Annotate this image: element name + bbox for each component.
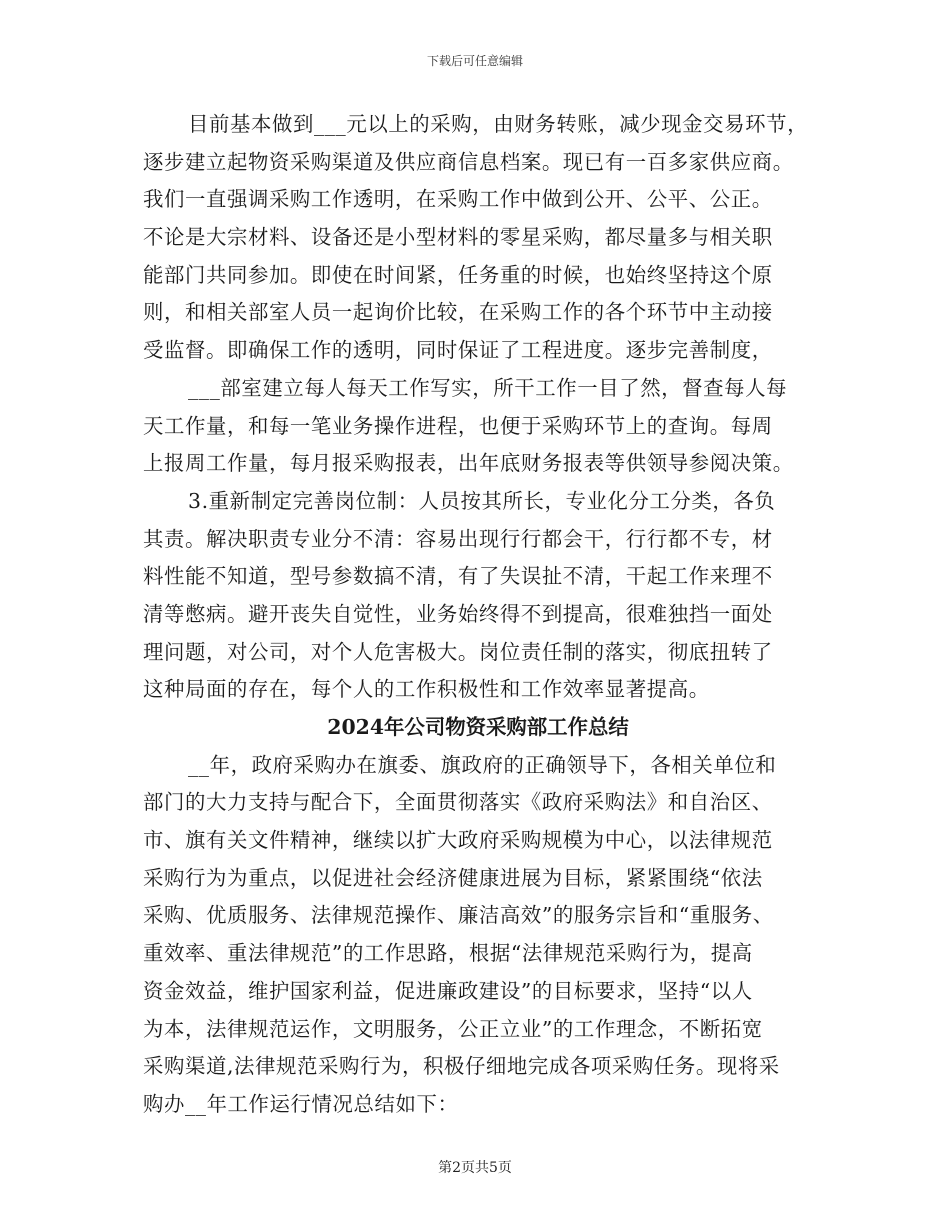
page-header-note: 下载后可任意编辑 bbox=[426, 54, 523, 68]
paragraph-line: 资金效益，维护国家利益，促进廉政建设”的目标要求，坚持“以人 bbox=[143, 978, 753, 1003]
paragraph-line: 其责。解决职责专业分不清：容易出现行行都会干，行行都不专，材 bbox=[143, 526, 773, 551]
paragraph-line: 清等憋病。避开丧失自觉性，业务始终得不到提高，很难独挡一面处 bbox=[143, 601, 773, 626]
paragraph-line: 购办__年工作运行情况总结如下： bbox=[143, 1091, 459, 1116]
paragraph-line: ___部室建立每人每天工作写实，所干工作一目了然，督查每人每 bbox=[188, 375, 788, 400]
paragraph-line: 这种局面的存在，每个人的工作积极性和工作效率显著提高。 bbox=[143, 677, 710, 702]
paragraph-line: 为本，法律规范运作，文明服务，公正立业”的工作理念，不断拓宽 bbox=[143, 1016, 763, 1041]
paragraph-line: 不论是大宗材料、设备还是小型材料的零星采购，都尽量多与相关职 bbox=[143, 225, 773, 250]
paragraph-line: 则，和相关部室人员一起询价比较，在采购工作的各个环节中主动接 bbox=[143, 300, 773, 325]
paragraph-line: 逐步建立起物资采购渠道及供应商信息档案。现已有一百多家供应商。 bbox=[143, 149, 794, 174]
paragraph-line: 受监督。即确保工作的透明，同时保证了工程进度。逐步完善制度， bbox=[143, 338, 773, 363]
paragraph-line: 天工作量，和每一笔业务操作进程，也便于采购环节上的查询。每周 bbox=[143, 413, 773, 438]
section-title: 2024年公司物资采购部工作总结 bbox=[327, 715, 629, 739]
paragraph-line: __年，政府采购办在旗委、旗政府的正确领导下，各相关单位和 bbox=[188, 752, 777, 777]
paragraph-line: 上报周工作量，每月报采购报表，出年底财务报表等供领导参阅决策。 bbox=[143, 451, 794, 476]
paragraph-line: 料性能不知道，型号参数搞不清，有了失误扯不清，干起工作来理不 bbox=[143, 564, 773, 589]
paragraph-line: 市、旗有关文件精神，继续以扩大政府采购规模为中心，以法律规范 bbox=[143, 828, 773, 853]
paragraph-line: 部门的大力支持与配合下，全面贯彻落实《政府采购法》和自治区、 bbox=[143, 790, 773, 815]
paragraph-line: 重效率、重法律规范”的工作思路，根据“法律规范采购行为，提高 bbox=[143, 941, 753, 966]
page-number: 第2页共5页 bbox=[438, 1160, 512, 1176]
paragraph-line: 我们一直强调采购工作透明，在采购工作中做到公开、公平、公正。 bbox=[143, 187, 773, 212]
paragraph-line: 采购、优质服务、法律规范操作、廉洁高效”的服务宗旨和“重服务、 bbox=[143, 903, 774, 928]
paragraph-line: 理问题，对公司，对个人危害极大。岗位责任制的落实，彻底扭转了 bbox=[143, 639, 773, 664]
paragraph-line: 采购渠道,法律规范采购行为，积极仔细地完成各项采购任务。现将采 bbox=[143, 1054, 780, 1079]
paragraph-line: 能部门共同参加。即使在时间紧，任务重的时候，也始终坚持这个原 bbox=[143, 262, 773, 287]
document-body bbox=[143, 106, 813, 1124]
paragraph-line: 目前基本做到___元以上的采购，由财务转账，减少现金交易环节， bbox=[188, 112, 809, 136]
paragraph-line: 3.重新制定完善岗位制：人员按其所长，专业化分工分类，各负 bbox=[188, 488, 776, 513]
paragraph-line: 采购行为为重点，以促进社会经济健康进展为目标，紧紧围绕“依法 bbox=[143, 865, 763, 890]
